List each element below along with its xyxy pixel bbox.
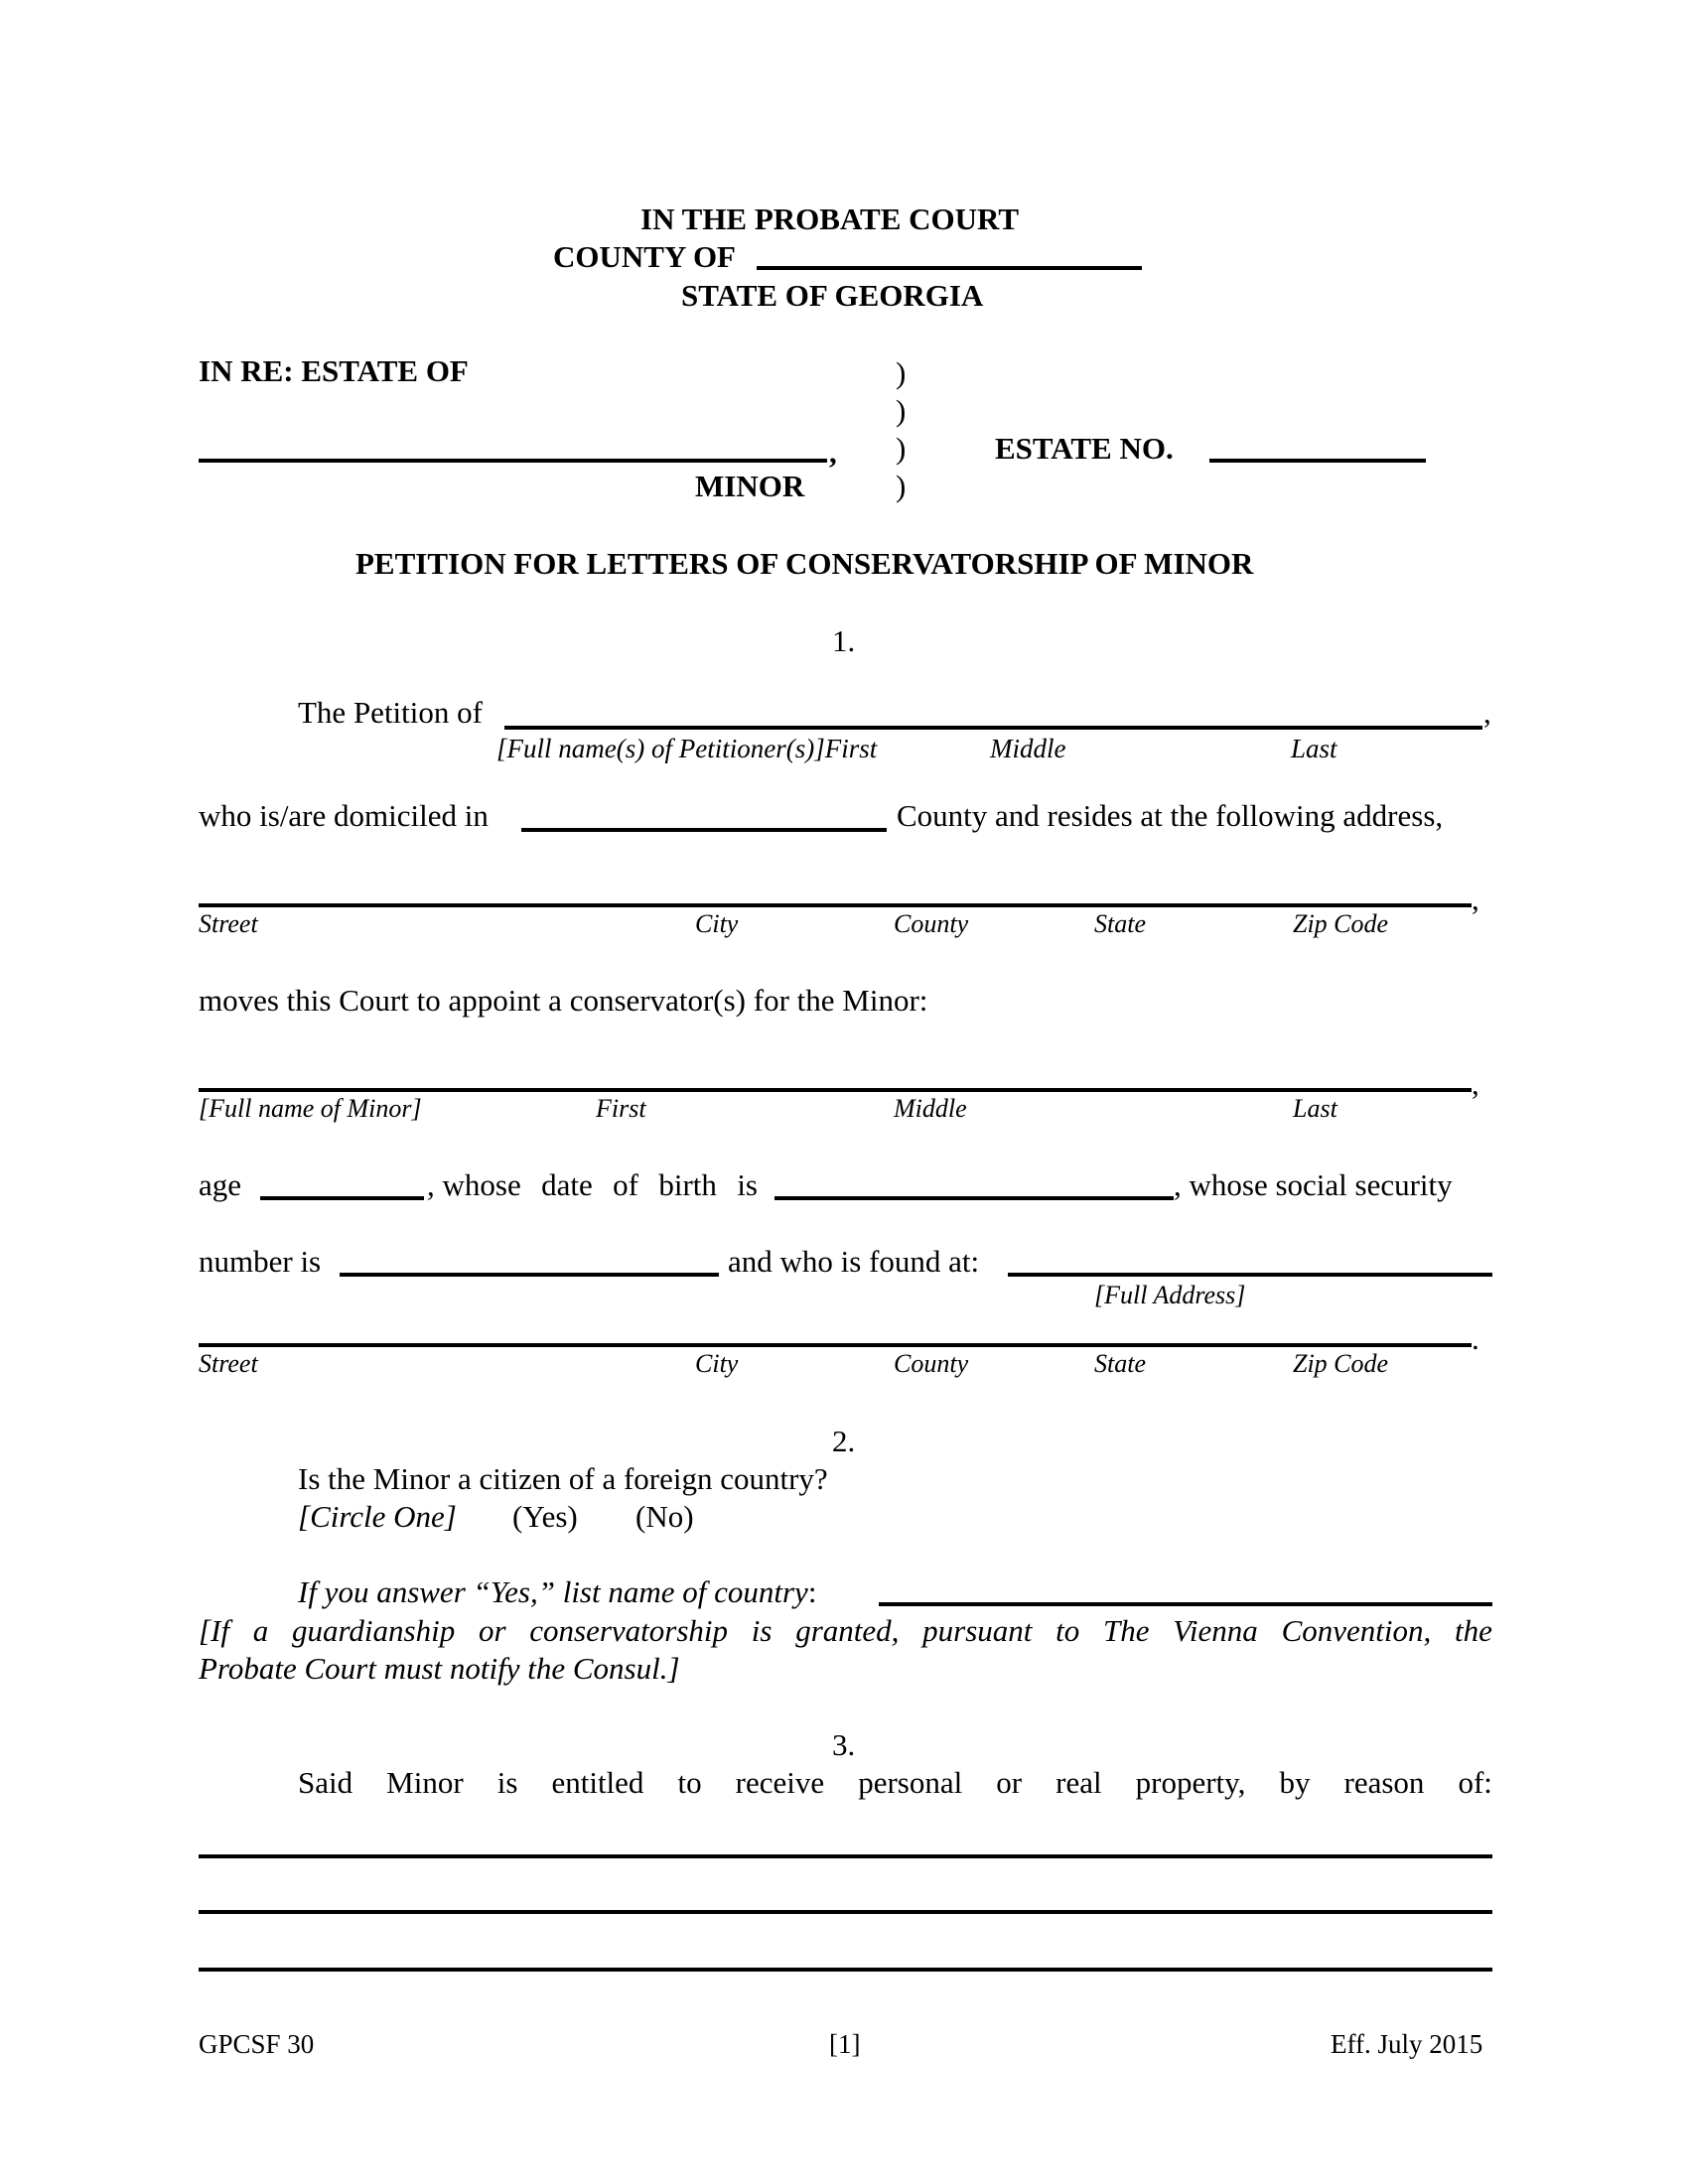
county-hint: County bbox=[894, 909, 969, 938]
state-hint: State bbox=[1094, 1349, 1146, 1378]
yes-option[interactable]: (Yes) bbox=[512, 1499, 578, 1534]
form-id: GPCSF 30 bbox=[199, 2029, 315, 2059]
address-period: . bbox=[1472, 1321, 1479, 1356]
estate-no-field[interactable] bbox=[1209, 459, 1426, 463]
minor-address-field[interactable] bbox=[199, 1343, 1472, 1347]
caption-paren: ) bbox=[896, 393, 907, 428]
minor-name-field[interactable] bbox=[199, 1088, 1472, 1092]
petition-of-label: The Petition of bbox=[298, 695, 483, 730]
country-name-field[interactable] bbox=[879, 1602, 1492, 1606]
county-hint: County bbox=[894, 1349, 969, 1378]
in-re-estate-label: IN RE: ESTATE OF bbox=[199, 353, 469, 388]
section-2-number: 2. bbox=[832, 1424, 856, 1458]
moves-court-text: moves this Court to appoint a conservator(s) for the Minor: bbox=[199, 983, 928, 1018]
middle-hint: Middle bbox=[990, 734, 1066, 763]
effective-date: Eff. July 2015 bbox=[1331, 2029, 1483, 2059]
minor-last-hint: Last bbox=[1293, 1094, 1337, 1123]
caption-paren: ) bbox=[896, 469, 907, 503]
age-label: age bbox=[199, 1167, 242, 1202]
caption-paren: ) bbox=[896, 431, 907, 466]
dob-label: , whose date of birth is bbox=[427, 1167, 758, 1202]
resides-label: County and resides at the following address, bbox=[897, 798, 1444, 833]
vienna-convention-note: [If a guardianship or conservatorship is granted, pursuant to The Vienna Convention, the bbox=[199, 1613, 1492, 1648]
minor-name-comma: , bbox=[1472, 1066, 1479, 1101]
property-reason-field-1[interactable] bbox=[199, 1854, 1492, 1858]
domicile-county-field[interactable] bbox=[521, 828, 887, 832]
court-heading: IN THE PROBATE COURT bbox=[640, 202, 1020, 236]
page-number: [1] bbox=[829, 2029, 861, 2059]
county-label: COUNTY OF bbox=[553, 239, 736, 274]
domiciled-label: who is/are domiciled in bbox=[199, 798, 489, 833]
age-field[interactable] bbox=[260, 1196, 424, 1200]
minor-label: MINOR bbox=[695, 469, 805, 503]
number-is-label: number is bbox=[199, 1244, 322, 1279]
last-hint: Last bbox=[1291, 734, 1337, 763]
minor-middle-hint: Middle bbox=[894, 1094, 967, 1123]
minor-first-hint: First bbox=[596, 1094, 646, 1123]
found-at-label: and who is found at: bbox=[728, 1244, 980, 1279]
state-heading: STATE OF GEORGIA bbox=[681, 278, 984, 313]
petitioner-name-hint: [Full name(s) of Petitioner(s)]First bbox=[496, 734, 878, 763]
petitioner-address-field[interactable] bbox=[199, 903, 1472, 907]
estate-no-label: ESTATE NO. bbox=[995, 431, 1174, 466]
no-option[interactable]: (No) bbox=[635, 1499, 694, 1534]
petition-title: PETITION FOR LETTERS OF CONSERVATORSHIP OF MINOR bbox=[355, 546, 1254, 581]
vienna-convention-note-line2: Probate Court must notify the Consul.] bbox=[199, 1651, 680, 1686]
country-prompt: If you answer “Yes,” list name of country: bbox=[298, 1574, 817, 1609]
state-hint: State bbox=[1094, 909, 1146, 938]
county-field[interactable] bbox=[757, 266, 1142, 270]
zip-hint: Zip Code bbox=[1293, 909, 1389, 938]
petitioner-name-field[interactable] bbox=[504, 726, 1482, 730]
entitled-property-text: Said Minor is entitled to receive personal or real property, by reason of: bbox=[298, 1765, 1492, 1800]
property-reason-field-2[interactable] bbox=[199, 1910, 1492, 1914]
petitioner-comma: , bbox=[1483, 695, 1491, 730]
address-comma: , bbox=[1472, 882, 1479, 916]
foreign-citizen-question: Is the Minor a citizen of a foreign country? bbox=[298, 1461, 828, 1496]
city-hint: City bbox=[695, 1349, 739, 1378]
street-hint: Street bbox=[199, 909, 258, 938]
ssn-label: , whose social security bbox=[1174, 1167, 1453, 1202]
zip-hint: Zip Code bbox=[1293, 1349, 1389, 1378]
section-1-number: 1. bbox=[832, 623, 856, 658]
caption-paren: ) bbox=[896, 355, 907, 390]
property-reason-field-3[interactable] bbox=[199, 1968, 1492, 1972]
circle-one-hint: [Circle One] bbox=[298, 1499, 457, 1534]
dob-field[interactable] bbox=[774, 1196, 1174, 1200]
city-hint: City bbox=[695, 909, 739, 938]
street-hint: Street bbox=[199, 1349, 258, 1378]
ssn-field[interactable] bbox=[340, 1273, 719, 1277]
minor-estate-name-field[interactable] bbox=[199, 459, 827, 463]
caption-comma: , bbox=[829, 435, 837, 470]
full-address-hint: [Full Address] bbox=[1094, 1281, 1246, 1309]
section-3-number: 3. bbox=[832, 1727, 856, 1762]
minor-full-name-hint: [Full name of Minor] bbox=[199, 1094, 422, 1123]
minor-location-field[interactable] bbox=[1008, 1273, 1492, 1277]
